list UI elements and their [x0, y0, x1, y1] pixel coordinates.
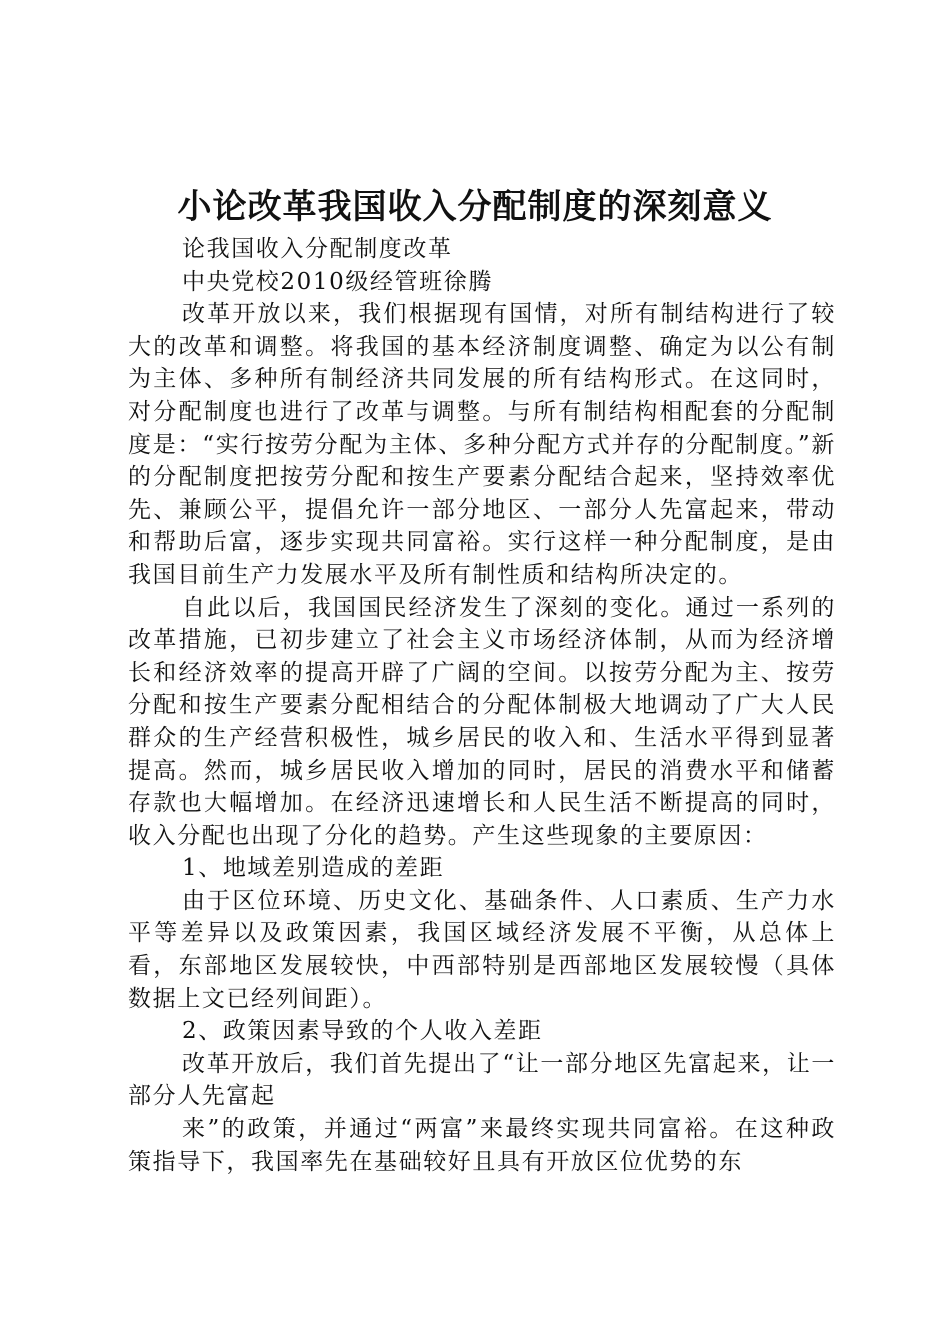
paragraph-1: 改革开放以来，我们根据现有国情，对所有制结构进行了较大的改革和调整。将我国的基本经济制度调整、确定为以公有制为主体、多种所有制经济共同发展的所有结构形式。在这同时，对分配制度也进行了改革与调整。与所有制结构相配套的分配制度是：“实行按劳分配为主体、多种分配方式并存的分配制度。”新的分配制度把按劳分配和按生产要素分配结合起来，坚持效率优先、兼顾公平，提倡允许一部分地区、一部分人先富起来，带动和帮助后富，逐步实现共同富裕。实行这样一种分配制度，是由我国目前生产力发展水平及所有制性质和结构所决定的。 [128, 301, 836, 588]
paragraph-4: 改革开放后，我们首先提出了“让一部分地区先富起来，让一部分人先富起 [128, 1050, 836, 1110]
document-title: 小论改革我国收入分配制度的深刻意义 [177, 187, 773, 227]
paragraph-2: 自此以后，我国国民经济发生了深刻的变化。通过一系列的改革措施，已初步建立了社会主义市场经济体制，从而为经济增长和经济效率的提高开辟了广阔的空间。以按劳分配为主、按劳分配和按生产要素分配相结合的分配体制极大地调动了广大人民群众的生产经营积极性，城乡居民的收入和、生活水平得到显著提高。然而，城乡居民收入增加的同时，居民的消费水平和储蓄存款也大幅增加。在经济迅速增长和人民生活不断提高的同时，收入分配也出现了分化的趋势。产生这些现象的主要原因： [128, 594, 836, 849]
document-subtitle: 论我国收入分配制度改革 [182, 236, 453, 262]
document-body [128, 233, 836, 1178]
paragraph-5: 来”的政策，并通过“两富”来最终实现共同富裕。在这种政策指导下，我国率先在基础较好且具有开放区位优势的东 [128, 1116, 836, 1175]
paragraph-3: 由于区位环境、历史文化、基础条件、人口素质、生产力水平等差异以及政策因素，我国区域经济发展不平衡，从总体上看，东部地区发展较快，中西部特别是西部地区发展较慢（具体数据上文已经列间距）。 [128, 887, 836, 1012]
author-line: 中央党校2010级经管班徐腾 [182, 268, 493, 295]
section-heading-1: 1、地域差别造成的差距 [182, 855, 445, 882]
section-heading-2: 2、政策因素导致的个人收入差距 [182, 1018, 543, 1045]
